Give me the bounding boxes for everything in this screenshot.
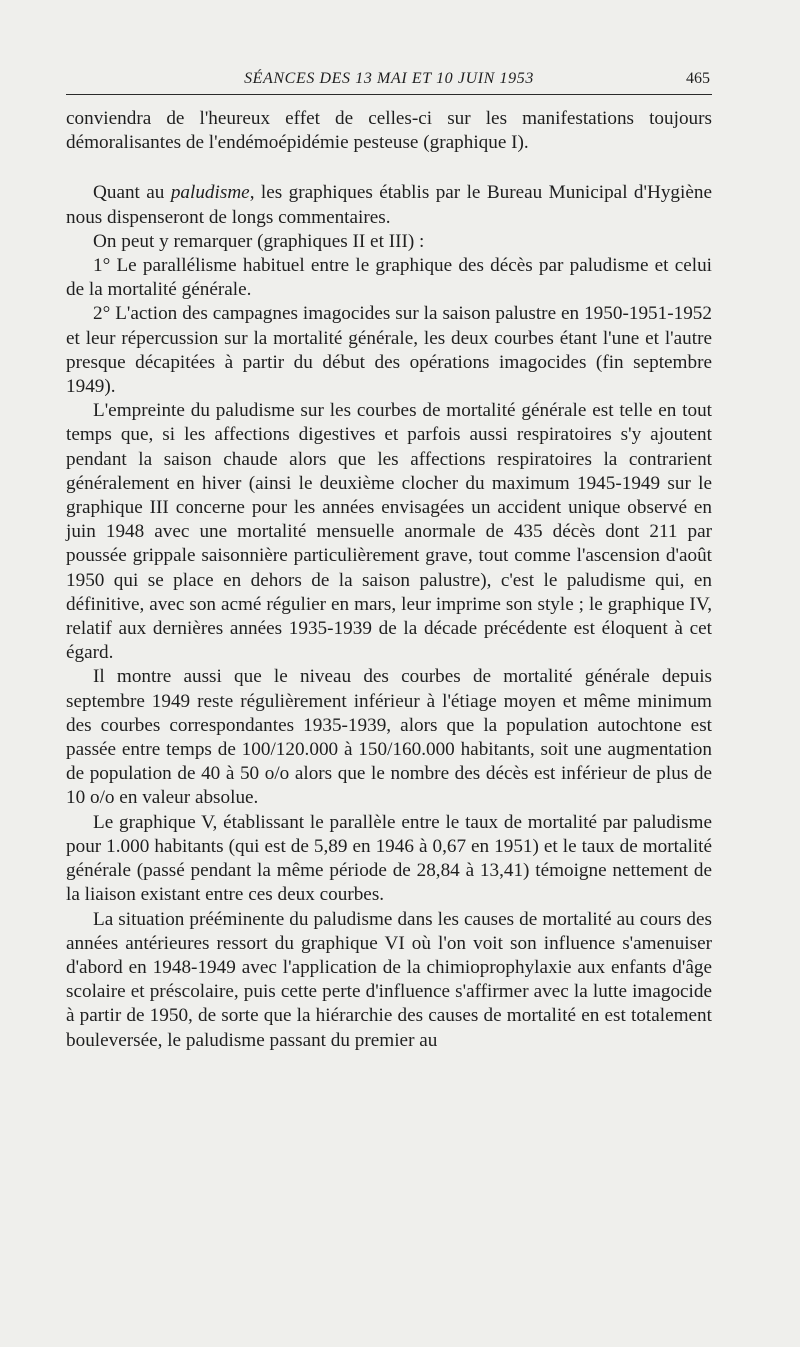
paragraph-paludisme-intro-after: , les graphiques établis par le Bureau Municipal d'Hygiène nous dispenseront de longs commentaires. — [66, 182, 712, 228]
paragraph-graphique-v: Le graphique V, établissant le parallèle entre le taux de mortalité par paludisme pour 1.000 habitants (qui est de 5,89 en 1946 à 0,67 en 1951) et le taux de mortalité générale (passé pendant la même période de 28,84 à 13,41) témoigne nettement de la liaison existant entre ces deux courbes. — [66, 811, 712, 906]
running-head: SÉANCES DES 13 MAI ET 10 JUIN 1953 — [244, 70, 534, 87]
paragraph-point-1: 1° Le parallélisme habituel entre le graphique des décès par paludisme et celui de la mortalité générale. — [66, 255, 712, 301]
paragraph-point-2: 2° L'action des campagnes imagocides sur la saison palustre en 1950-1951-1952 et leur répercussion sur la mortalité générale, les deux courbes étant l'une et l'autre presque décapitées à partir du début des opérations imagocides (fin septembre 1949). — [66, 303, 712, 398]
paragraph-situation: La situation prééminente du paludisme dans les causes de mortalité au cours des années antérieures ressort du graphique VI où l'on voit son influence s'amenuiser d'abord en 1948-1949 avec l'application de la chimioprophylaxie aux enfants d'âge scolaire et préscolaire, puis cette perte d'influence s'affirmer avec la lutte imagocide à partir de 1950, de sorte que la hiérarchie des causes de mortalité en est totalement bouleversée, le paludisme passant du premier au — [66, 908, 712, 1051]
body-text — [66, 107, 712, 1053]
paragraph-gap — [66, 155, 712, 181]
paragraph-niveau: Il montre aussi que le niveau des courbes de mortalité générale depuis septembre 1949 reste régulièrement inférieur à l'étiage moyen et même minimum des courbes correspondantes 1935-1939, alors que la population autochtone est passée entre temps de 100/120.000 à 150/160.000 habitants, soit une augmentation de population de 40 à 50 o/o alors que le nombre des décès est inférieur de plus de 10 o/o en valeur absolue. — [66, 666, 712, 809]
page-header — [66, 54, 712, 95]
page-number: 465 — [686, 70, 710, 87]
paragraph-paludisme-intro — [66, 181, 712, 229]
paragraph-continuation: conviendra de l'heureux effet de celles-ci sur les manifestations toujours démoralisantes de l'endémoépidémie pesteuse (graphique I). — [66, 108, 712, 154]
paludisme-emphasis: paludisme — [170, 182, 250, 204]
paragraph-remarquer: On peut y remarquer (graphiques II et III) : — [93, 230, 425, 252]
page — [66, 54, 712, 1053]
paragraph-paludisme-intro-before: Quant au — [93, 182, 171, 204]
paragraph-empreinte: L'empreinte du paludisme sur les courbes de mortalité générale est telle en tout temps que, si les affections digestives et parfois aussi respiratoires s'y ajoutent pendant la saison chaude alors que les affections respiratoires la contrarient généralement en hiver (ainsi le deuxième clocher du maximum 1945-1949 sur le graphique III concerne pour les années envisagées un accident unique observé en juin 1948 avec une mortalité mensuelle anormale de 435 décès dont 211 par poussée grippale saisonnière particulièrement grave, tout comme l'ascension d'août 1950 qui se place en dehors de la saison palustre), c'est le paludisme qui, en définitive, avec son acmé régulier en mars, leur imprime son style ; le graphique IV, relatif aux dernières années 1935-1939 de la décade précédente est éloquent à cet égard. — [66, 400, 712, 664]
